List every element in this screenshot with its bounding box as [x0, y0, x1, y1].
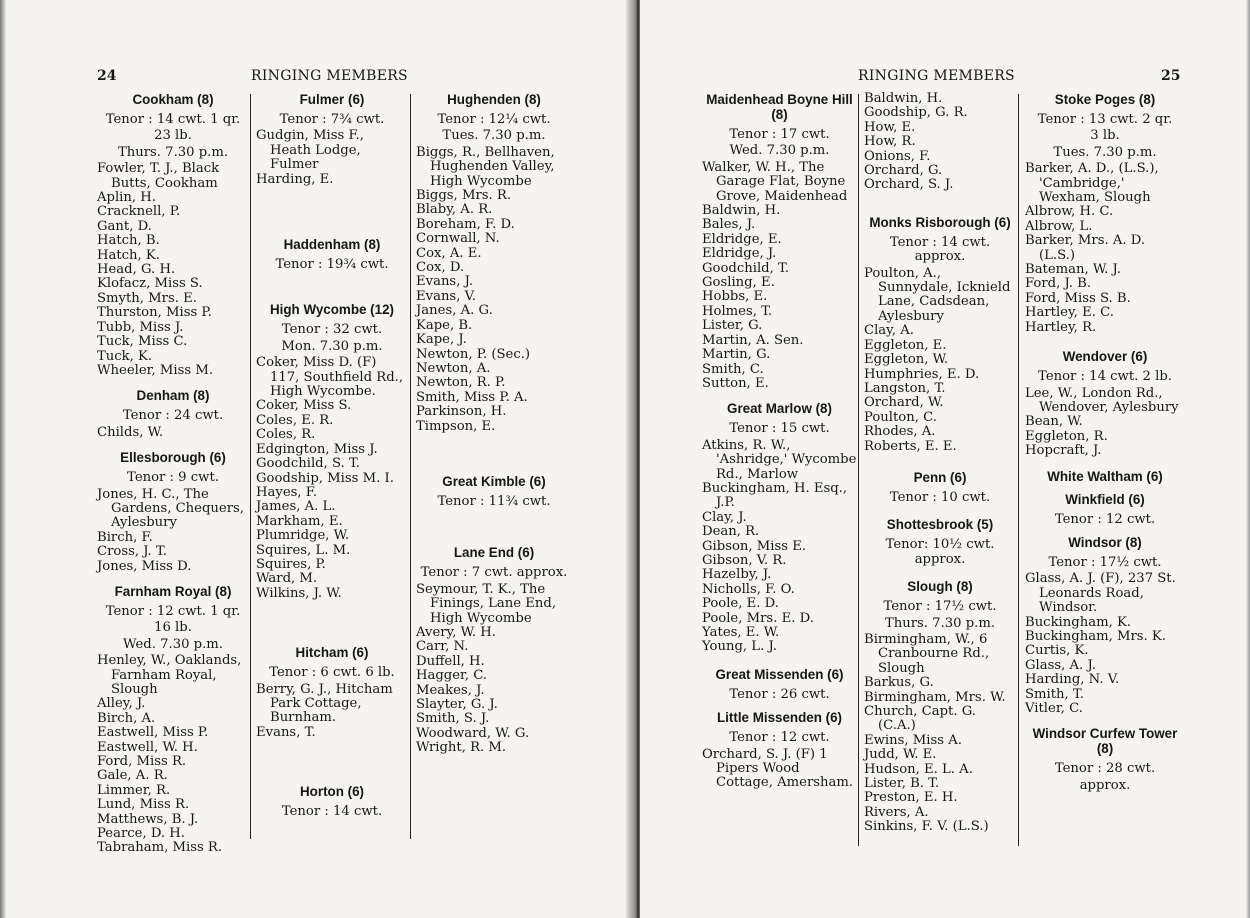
member-name: Onions, F. — [864, 148, 931, 164]
member-name: Gosling, E. — [702, 275, 775, 291]
column-rule — [1018, 94, 1019, 846]
member-name: Alley, J. — [97, 696, 146, 712]
member-name: Blaby, A. R. — [416, 202, 493, 218]
tower-heading: White Waltham (6) — [1047, 468, 1163, 484]
column-rule — [250, 94, 251, 839]
tower-entry — [1025, 492, 1185, 527]
tower-heading: Little Missenden (6) — [717, 710, 842, 726]
member-name: Birch, F. — [97, 529, 153, 545]
tower-entry — [1025, 726, 1185, 793]
member-name: Ford, Miss R. — [97, 754, 187, 770]
tower-heading: Great Marlow (8) — [727, 401, 832, 417]
member-name: Klofacz, Miss S. — [97, 276, 203, 292]
member-name: Carr, N. — [416, 639, 469, 655]
tower-heading: Winkfield (6) — [1065, 491, 1145, 507]
member-name: Cox, A. E. — [416, 245, 482, 261]
member-name: Squires, P. — [256, 556, 326, 572]
member-name: Janes, A. G. — [416, 303, 493, 319]
member-name: Fowler, T. J., Black Butts, Cookham — [97, 161, 220, 191]
member-name: Goodship, G. R. — [864, 105, 968, 121]
tenor-weight: Tenor : 14 cwt. 2 lb. — [1038, 369, 1172, 385]
member-name: Poulton, C. — [864, 409, 937, 425]
tower-heading: Lane End (6) — [453, 545, 535, 561]
member-name: Smyth, Mrs. E. — [97, 290, 197, 306]
tenor-weight: Tenor : 24 cwt. — [122, 408, 224, 424]
tower-heading: Monks Risborough (6) — [869, 214, 1011, 230]
member-name: Coles, E. R. — [256, 412, 334, 428]
tower-entry — [702, 401, 857, 655]
member-name: Holmes, T. — [702, 303, 773, 319]
member-name: Gant, D. — [97, 218, 152, 234]
tower-entry — [864, 215, 1016, 454]
member-name: Biggs, Mrs. R. — [416, 188, 512, 204]
practice-night: Wed. 7.30 p.m. — [729, 143, 830, 159]
member-name: Timpson, E. — [416, 418, 496, 434]
member-name: Cornwall, N. — [416, 231, 500, 247]
tower-heading: Farnham Royal (8) — [114, 583, 232, 599]
tower-heading: Denham (8) — [136, 388, 210, 404]
tower-heading: Cookham (8) — [132, 92, 214, 107]
member-name: Tuck, Miss C. — [97, 334, 188, 350]
member-name: Preston, E. H. — [864, 790, 958, 806]
member-name: Lund, Miss R. — [97, 797, 190, 813]
tenor-weight: 16 lb. — [154, 620, 192, 636]
tenor-weight: Tenor : 12 cwt. — [1054, 511, 1156, 527]
tenor-weight: Tenor: 10½ cwt. approx. — [885, 537, 995, 567]
member-name: Poole, Mrs. E. D. — [702, 610, 814, 626]
member-name: Rhodes, A. — [864, 424, 936, 440]
tower-entry — [864, 579, 1016, 835]
member-name: Birmingham, Mrs. W. — [864, 689, 1006, 705]
member-name: Nicholls, F. O. — [702, 581, 795, 597]
member-name: Barkus, G. — [864, 675, 934, 691]
column-rule — [858, 94, 859, 846]
practice-night: Wed. 7.30 p.m. — [123, 636, 223, 652]
member-name: Cross, J. T. — [97, 544, 167, 560]
member-name: Ward, M. — [256, 571, 318, 587]
member-name: Markham, E. — [256, 513, 343, 529]
right-col-1 — [702, 92, 857, 795]
member-name: Pearce, D. H. — [97, 826, 186, 842]
member-name: James, A. L. — [256, 499, 336, 515]
member-name: Goodchild, S. T. — [256, 456, 360, 472]
tenor-weight: approx. — [1079, 777, 1131, 793]
member-name: Meakes, J. — [416, 682, 485, 698]
member-name: Hayes, F. — [256, 484, 318, 500]
member-name: Bateman, W. J. — [1025, 262, 1121, 278]
practice-night: Mon. 7.30 p.m. — [281, 338, 383, 354]
member-name: Henley, W., Oaklands, Farnham Royal, Slough — [97, 653, 242, 697]
member-name: Biggs, R., Bellhaven, Hughenden Valley, High Wycombe — [416, 144, 555, 189]
member-name: Hazelby, J. — [702, 567, 772, 583]
member-name: Squires, L. M. — [256, 542, 351, 558]
tenor-weight: Tenor : 17½ cwt. — [1048, 554, 1162, 570]
left-col-2 — [256, 92, 408, 824]
page-number: 25 — [1161, 68, 1181, 84]
member-name: Gibson, Miss E. — [702, 538, 807, 554]
member-name: Glass, A. J. (F), 237 St. Leonards Road, Windsor. — [1025, 571, 1176, 616]
member-name: Langston, T. — [864, 380, 946, 396]
member-name: Roberts, E. E. — [864, 438, 957, 454]
member-name: Judd, W. E. — [864, 747, 937, 763]
tenor-weight: Tenor : 26 cwt. — [729, 686, 830, 702]
member-name: Head, G. H. — [97, 262, 176, 278]
tenor-weight: Tenor : 10 cwt. — [889, 489, 991, 505]
tower-heading: Hughenden (8) — [447, 92, 541, 107]
member-name: Newton, P. (Sec.) — [416, 346, 531, 362]
member-name: Edgington, Miss J. — [256, 441, 378, 457]
tenor-weight: Tenor : 17½ cwt. — [883, 599, 997, 615]
tenor-weight: 23 lb. — [154, 128, 192, 144]
member-name: Hatch, B. — [97, 233, 160, 249]
tenor-weight: Tenor : 15 cwt. — [729, 421, 830, 437]
practice-night: Tues. 7.30 p.m. — [442, 128, 546, 144]
member-name: Ewins, Miss A. — [864, 732, 962, 748]
tower-entry — [1025, 535, 1185, 716]
tenor-weight: Tenor : 12 cwt. — [729, 730, 830, 746]
member-name: Harding, E. — [256, 171, 334, 187]
page-edge — [0, 0, 6, 918]
member-name: Bales, J. — [702, 217, 756, 233]
member-name: Hagger, C. — [416, 668, 488, 684]
member-name: Childs, W. — [97, 424, 164, 440]
member-name: Kape, J. — [416, 332, 467, 348]
member-name: Hartley, R. — [1025, 319, 1097, 335]
tenor-weight: Tenor : 12¼ cwt. — [437, 112, 551, 127]
tenor-weight: Tenor : 12 cwt. 1 qr. — [105, 603, 241, 619]
member-name: Smith, Miss P. A. — [416, 389, 528, 405]
member-name: How, E. — [864, 119, 916, 135]
member-name: Avery, W. H. — [416, 624, 496, 640]
page-edge — [1246, 0, 1250, 918]
member-name: Woodward, W. G. — [416, 725, 530, 741]
member-name: Buckingham, Mrs. K. — [1025, 628, 1166, 644]
member-name: Church, Capt. G. (C.A.) — [864, 704, 976, 734]
member-name: Cracknell, P. — [97, 204, 181, 220]
right-col-2 — [864, 92, 1016, 839]
tower-entry — [97, 450, 249, 574]
running-head: RINGING MEMBERS — [251, 68, 408, 84]
tenor-weight: Tenor : 13 cwt. 2 qr. — [1037, 112, 1173, 127]
member-name: Hartley, E. C. — [1025, 305, 1114, 321]
member-name: Buckingham, H. Esq., J.P. — [702, 480, 848, 511]
tower-entry — [256, 645, 408, 740]
member-name: Eggleton, R. — [1025, 428, 1108, 444]
member-name: Clay, J. — [702, 509, 747, 525]
member-name: Orchard, S. J. (F) 1 Pipers Wood Cottage, Amersham. — [702, 746, 854, 791]
left-col-1 — [97, 92, 249, 860]
tower-entry — [1025, 349, 1185, 458]
member-name: Eastwell, W. H. — [97, 739, 198, 755]
tenor-weight: Tenor : 7¾ cwt. — [279, 112, 385, 127]
practice-night: Thurs. 7.30 p.m. — [117, 144, 229, 160]
member-name: Matthews, B. J. — [97, 811, 199, 827]
member-name: Smith, S. J. — [416, 711, 490, 727]
member-name: Limmer, R. — [97, 782, 171, 798]
practice-night: Tues. 7.30 p.m. — [1053, 144, 1157, 160]
left-col-3 — [416, 92, 572, 760]
member-name: Eastwell, Miss P. — [97, 725, 209, 741]
member-name: Baldwin, H. — [702, 203, 781, 219]
member-name: Smith, T. — [1025, 686, 1084, 702]
member-name: Seymour, T. K., The Finings, Lane End, High Wycombe — [416, 581, 557, 626]
member-name: How, R. — [864, 134, 916, 150]
member-name: Harding, N. V. — [1025, 672, 1120, 688]
member-name: Duffell, H. — [416, 653, 485, 669]
tenor-weight: Tenor : 7 cwt. approx. — [420, 565, 568, 581]
member-name: Smith, C. — [702, 361, 764, 377]
member-name: Vitler, C. — [1025, 701, 1083, 716]
member-name: Eggleton, W. — [864, 352, 949, 368]
tower-entry — [256, 237, 408, 272]
member-name: Coles, R. — [256, 427, 316, 443]
member-name: Tubb, Miss J. — [97, 319, 184, 335]
tower-entry — [256, 302, 408, 601]
member-name: Martin, G. — [702, 347, 771, 363]
member-name: Tabraham, Miss R. — [97, 840, 223, 856]
member-name: Newton, R. P. — [416, 375, 506, 391]
tenor-weight: Tenor : 14 cwt. 1 qr. — [105, 112, 241, 127]
member-name: Hopcraft, J. — [1025, 443, 1102, 459]
tower-heading: High Wycombe (12) — [269, 302, 394, 318]
member-name: Hudson, E. L. A. — [864, 761, 973, 777]
member-name: Rivers, A. — [864, 804, 929, 820]
member-name: Coker, Miss S. — [256, 398, 352, 414]
member-name: Albrow, L. — [1025, 218, 1093, 234]
tower-heading: Slough (8) — [907, 579, 973, 595]
member-name: Wilkins, J. W. — [256, 585, 342, 601]
member-name: Aplin, H. — [97, 190, 156, 206]
tenor-weight: Tenor : 14 cwt. approx. — [889, 234, 991, 265]
tenor-weight: Tenor : 17 cwt. — [729, 127, 830, 142]
member-name: Bean, W. — [1025, 414, 1083, 430]
member-name: Tuck, K. — [97, 348, 153, 364]
tower-heading: Windsor Curfew Tower (8) — [1032, 726, 1178, 757]
member-name: Berry, G. J., Hitcham Park Cottage, Burnham. — [256, 681, 393, 726]
tenor-weight: Tenor : 32 cwt. — [281, 322, 383, 338]
tower-entry — [97, 584, 249, 856]
member-name: Evans, J. — [416, 274, 474, 290]
tower-entry — [97, 92, 249, 378]
member-name: Poulton, A., Sunnydale, Icknield Lane, Cadsdean, Aylesbury — [864, 265, 1011, 324]
member-name: Albrow, H. C. — [1025, 204, 1114, 220]
tower-entry — [256, 92, 408, 187]
tower-heading: Great Missenden (6) — [715, 666, 844, 682]
tenor-weight: Tenor : 9 cwt. — [127, 470, 219, 486]
tower-entry — [702, 92, 857, 391]
member-name: Slayter, G. J. — [416, 697, 498, 712]
member-name: Glass, A. J. — [1025, 657, 1096, 673]
member-name: Clay, A. — [864, 323, 914, 339]
tenor-weight: Tenor : 6 cwt. 6 lb. — [269, 665, 395, 681]
member-name: Jones, H. C., The Gardens, Chequers, Aylesbury — [97, 486, 244, 531]
tower-entry — [864, 92, 1016, 193]
member-name: Orchard, W. — [864, 395, 944, 411]
member-name: Eggleton, E. — [864, 337, 947, 353]
tower-heading: Hitcham (6) — [295, 645, 369, 661]
member-name: Thurston, Miss P. — [97, 305, 212, 321]
tower-heading: Windsor (8) — [1068, 534, 1142, 550]
member-name: Cox, D. — [416, 260, 465, 276]
member-name: Buckingham, K. — [1025, 614, 1132, 630]
member-name: Yates, E. W. — [702, 625, 780, 640]
member-name: Ford, J. B. — [1025, 276, 1092, 292]
tower-entry — [416, 545, 572, 755]
member-name: Parkinson, H. — [416, 404, 507, 420]
tower-heading: Great Kimble (6) — [442, 473, 546, 489]
tower-entry — [256, 784, 408, 819]
member-name: Eldridge, J. — [702, 246, 777, 262]
tower-heading: Maidenhead Boyne Hill (8) — [706, 92, 853, 122]
tenor-weight: Tenor : 14 cwt. — [281, 804, 383, 820]
member-name: Kape, B. — [416, 317, 473, 333]
member-name: Lee, W., London Rd., Wendover, Aylesbury — [1025, 385, 1179, 415]
member-name: Walker, W. H., The Garage Flat, Boyne Grove, Maidenhead — [702, 159, 848, 204]
member-name: Gibson, V. R. — [702, 552, 787, 568]
member-name: Curtis, K. — [1025, 643, 1089, 659]
member-name: Jones, Miss D. — [97, 558, 192, 574]
member-name: Barker, Mrs. A. D. (L.S.) — [1025, 233, 1146, 263]
member-name: Wright, R. M. — [416, 740, 507, 756]
column-rule — [410, 94, 411, 839]
tower-heading: Stoke Poges (8) — [1054, 92, 1156, 107]
tower-entry — [416, 474, 572, 509]
member-name: Ford, Miss S. B. — [1025, 290, 1131, 306]
tower-entry — [1025, 92, 1185, 335]
tower-entry — [416, 92, 572, 434]
member-name: Baldwin, H. — [864, 91, 943, 106]
tenor-weight: 3 lb. — [1090, 128, 1120, 144]
tower-entry — [864, 517, 1016, 567]
tower-heading: Shottesbrook (5) — [886, 517, 994, 533]
member-name: Lister, B. T. — [864, 776, 940, 792]
tower-heading: Ellesborough (6) — [120, 450, 226, 466]
member-name: Dean, R. — [702, 524, 760, 540]
member-name: Evans, T. — [256, 724, 316, 740]
member-name: Boreham, F. D. — [416, 216, 515, 232]
member-name: Newton, A. — [416, 360, 491, 376]
member-name: Hobbs, E. — [702, 289, 768, 305]
tower-entry — [864, 470, 1016, 505]
member-name: Atkins, R. W., 'Ashridge,' Wycombe Rd., Marlow — [702, 437, 857, 482]
member-name: Barker, A. D., (L.S.), 'Cambridge,' Wexham, Slough — [1025, 161, 1159, 206]
tower-heading: Penn (6) — [913, 469, 967, 485]
right-col-3 — [1025, 92, 1185, 797]
tower-entry — [702, 710, 857, 791]
member-name: Martin, A. Sen. — [702, 332, 804, 348]
member-name: Sinkins, F. V. (L.S.) — [864, 819, 989, 835]
tower-entry — [97, 388, 249, 440]
member-name: Wheeler, Miss M. — [97, 362, 214, 378]
practice-night: Thurs. 7.30 p.m. — [884, 615, 996, 631]
member-name: Plumridge, W. — [256, 528, 350, 544]
tower-entry — [1025, 469, 1185, 484]
tenor-weight: Tenor : 19¾ cwt. — [275, 257, 389, 273]
member-name: Orchard, S. J. — [864, 177, 954, 193]
tower-heading: Horton (6) — [300, 784, 364, 800]
member-name: Birch, A. — [97, 710, 156, 726]
member-name: Young, L. J. — [702, 639, 777, 655]
running-head: RINGING MEMBERS — [858, 68, 1015, 84]
member-name: Coker, Miss D. (F) 117, Southfield Rd., High Wycombe. — [256, 355, 404, 400]
member-name: Birmingham, W., 6 Cranbourne Rd., Slough — [864, 631, 990, 676]
member-name: Eldridge, E. — [702, 231, 782, 247]
member-name: Sutton, E. — [702, 375, 769, 391]
tower-heading: Fulmer (6) — [299, 92, 365, 107]
member-name: Evans, V. — [416, 288, 476, 304]
tower-heading: Haddenham (8) — [283, 237, 381, 253]
page-number: 24 — [97, 68, 117, 84]
member-name: Orchard, G. — [864, 163, 943, 179]
member-name: Goodship, Miss M. I. — [256, 470, 394, 486]
tenor-weight: Tenor : 11¾ cwt. — [437, 493, 551, 509]
member-name: Gudgin, Miss F., Heath Lodge, Fulmer — [256, 128, 364, 173]
member-name: Hatch, K. — [97, 247, 160, 263]
member-name: Goodchild, T. — [702, 260, 790, 276]
right-page — [640, 0, 1250, 918]
member-name: Poole, E. D. — [702, 596, 779, 612]
tower-entry — [702, 667, 857, 702]
member-name: Gale, A. R. — [97, 768, 168, 784]
tower-heading: Wendover (6) — [1062, 349, 1148, 365]
member-name: Humphries, E. D. — [864, 366, 980, 382]
member-name: Lister, G. — [702, 318, 763, 334]
tenor-weight: Tenor : 28 cwt. — [1054, 761, 1156, 777]
